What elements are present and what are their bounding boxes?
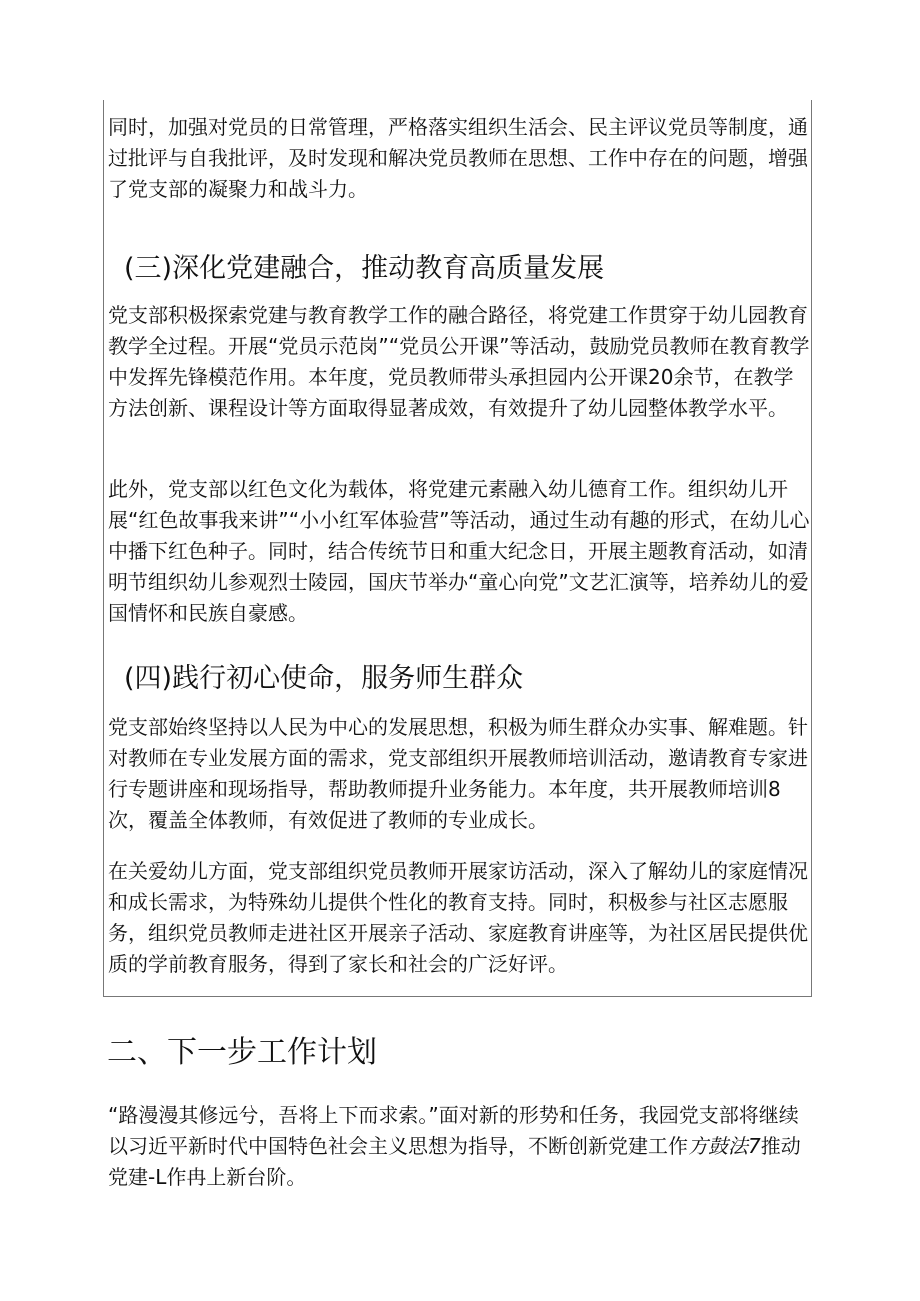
plan-heading: 二、下一步工作计划	[107, 1035, 377, 1070]
section-3-paragraph-1: 党支部积极探索党建与教育教学工作的融合路径，将党建工作贯穿于幼儿园教育教学全过程。开展“党员示范岗”“党员公开课”等活动，鼓励党员教师在教育教学中发挥先锋模范作用。本年度，党员教师带头承担园内公开课20余节，在教学方法创新、课程设计等方面取得显著成效，有效提升了幼儿园整体教学水平。	[108, 303, 810, 420]
intro-paragraph: 同时，加强对党员的日常管理，严格落实组织生活会、民主评议党员等制度，通过批评与自我批评，及时发现和解决党员教师在思想、工作中存在的问题，增强了党支部的凝聚力和战斗力。	[108, 115, 808, 201]
section-3-heading: (三)深化党建融合，推动教育高质量发展	[124, 253, 605, 284]
section-4-paragraph-2: 在关爱幼儿方面，党支部组织党员教师开展家访活动，深入了解幼儿的家庭情况和成长需求，为特殊幼儿提供个性化的教育支持。同时，积极参与社区志愿服务，组织党员教师走进社区开展亲子活动、家庭教育讲座等，为社区居民提供优质的学前教育服务，得到了家长和社会的广泛好评。	[108, 859, 808, 976]
plan-paragraph	[108, 1100, 813, 1193]
plan-paragraph-italic: 方鼓法7	[688, 1134, 761, 1158]
plan-paragraph-main: “路漫漫其修远兮，吾将上下而求索。”面对新的形势和任务，我园党支部将继续以习近平新时代中国特色社会主义思想为指导，不断创新党建工作	[108, 1103, 799, 1158]
plan-paragraph-end: 推动党建-L作冉上新台阶。	[108, 1134, 801, 1189]
section-4-heading: (四)践行初心使命，服务师生群众	[124, 663, 524, 694]
section-4-paragraph-1: 党支部始终坚持以人民为中心的发展思想，积极为师生群众办实事、解难题。针对教师在专业发展方面的需求，党支部组织开展教师培训活动，邀请教育专家进行专题讲座和现场指导，帮助教师提升业务能力。本年度，共开展教师培训8次，覆盖全体教师，有效促进了教师的专业成长。	[108, 715, 808, 832]
section-3-paragraph-2: 此外，党支部以红色文化为载体，将党建元素融入幼儿德育工作。组织幼儿开展“红色故事我来讲”“小小红军体验营”等活动，通过生动有趣的形式，在幼儿心中播下红色种子。同时，结合传统节日和重大纪念日，开展主题教育活动，如清明节组织幼儿参观烈士陵园，国庆节举办“童心向党”文艺汇演等，培养幼儿的爱国情怀和民族自豪感。	[108, 477, 810, 625]
